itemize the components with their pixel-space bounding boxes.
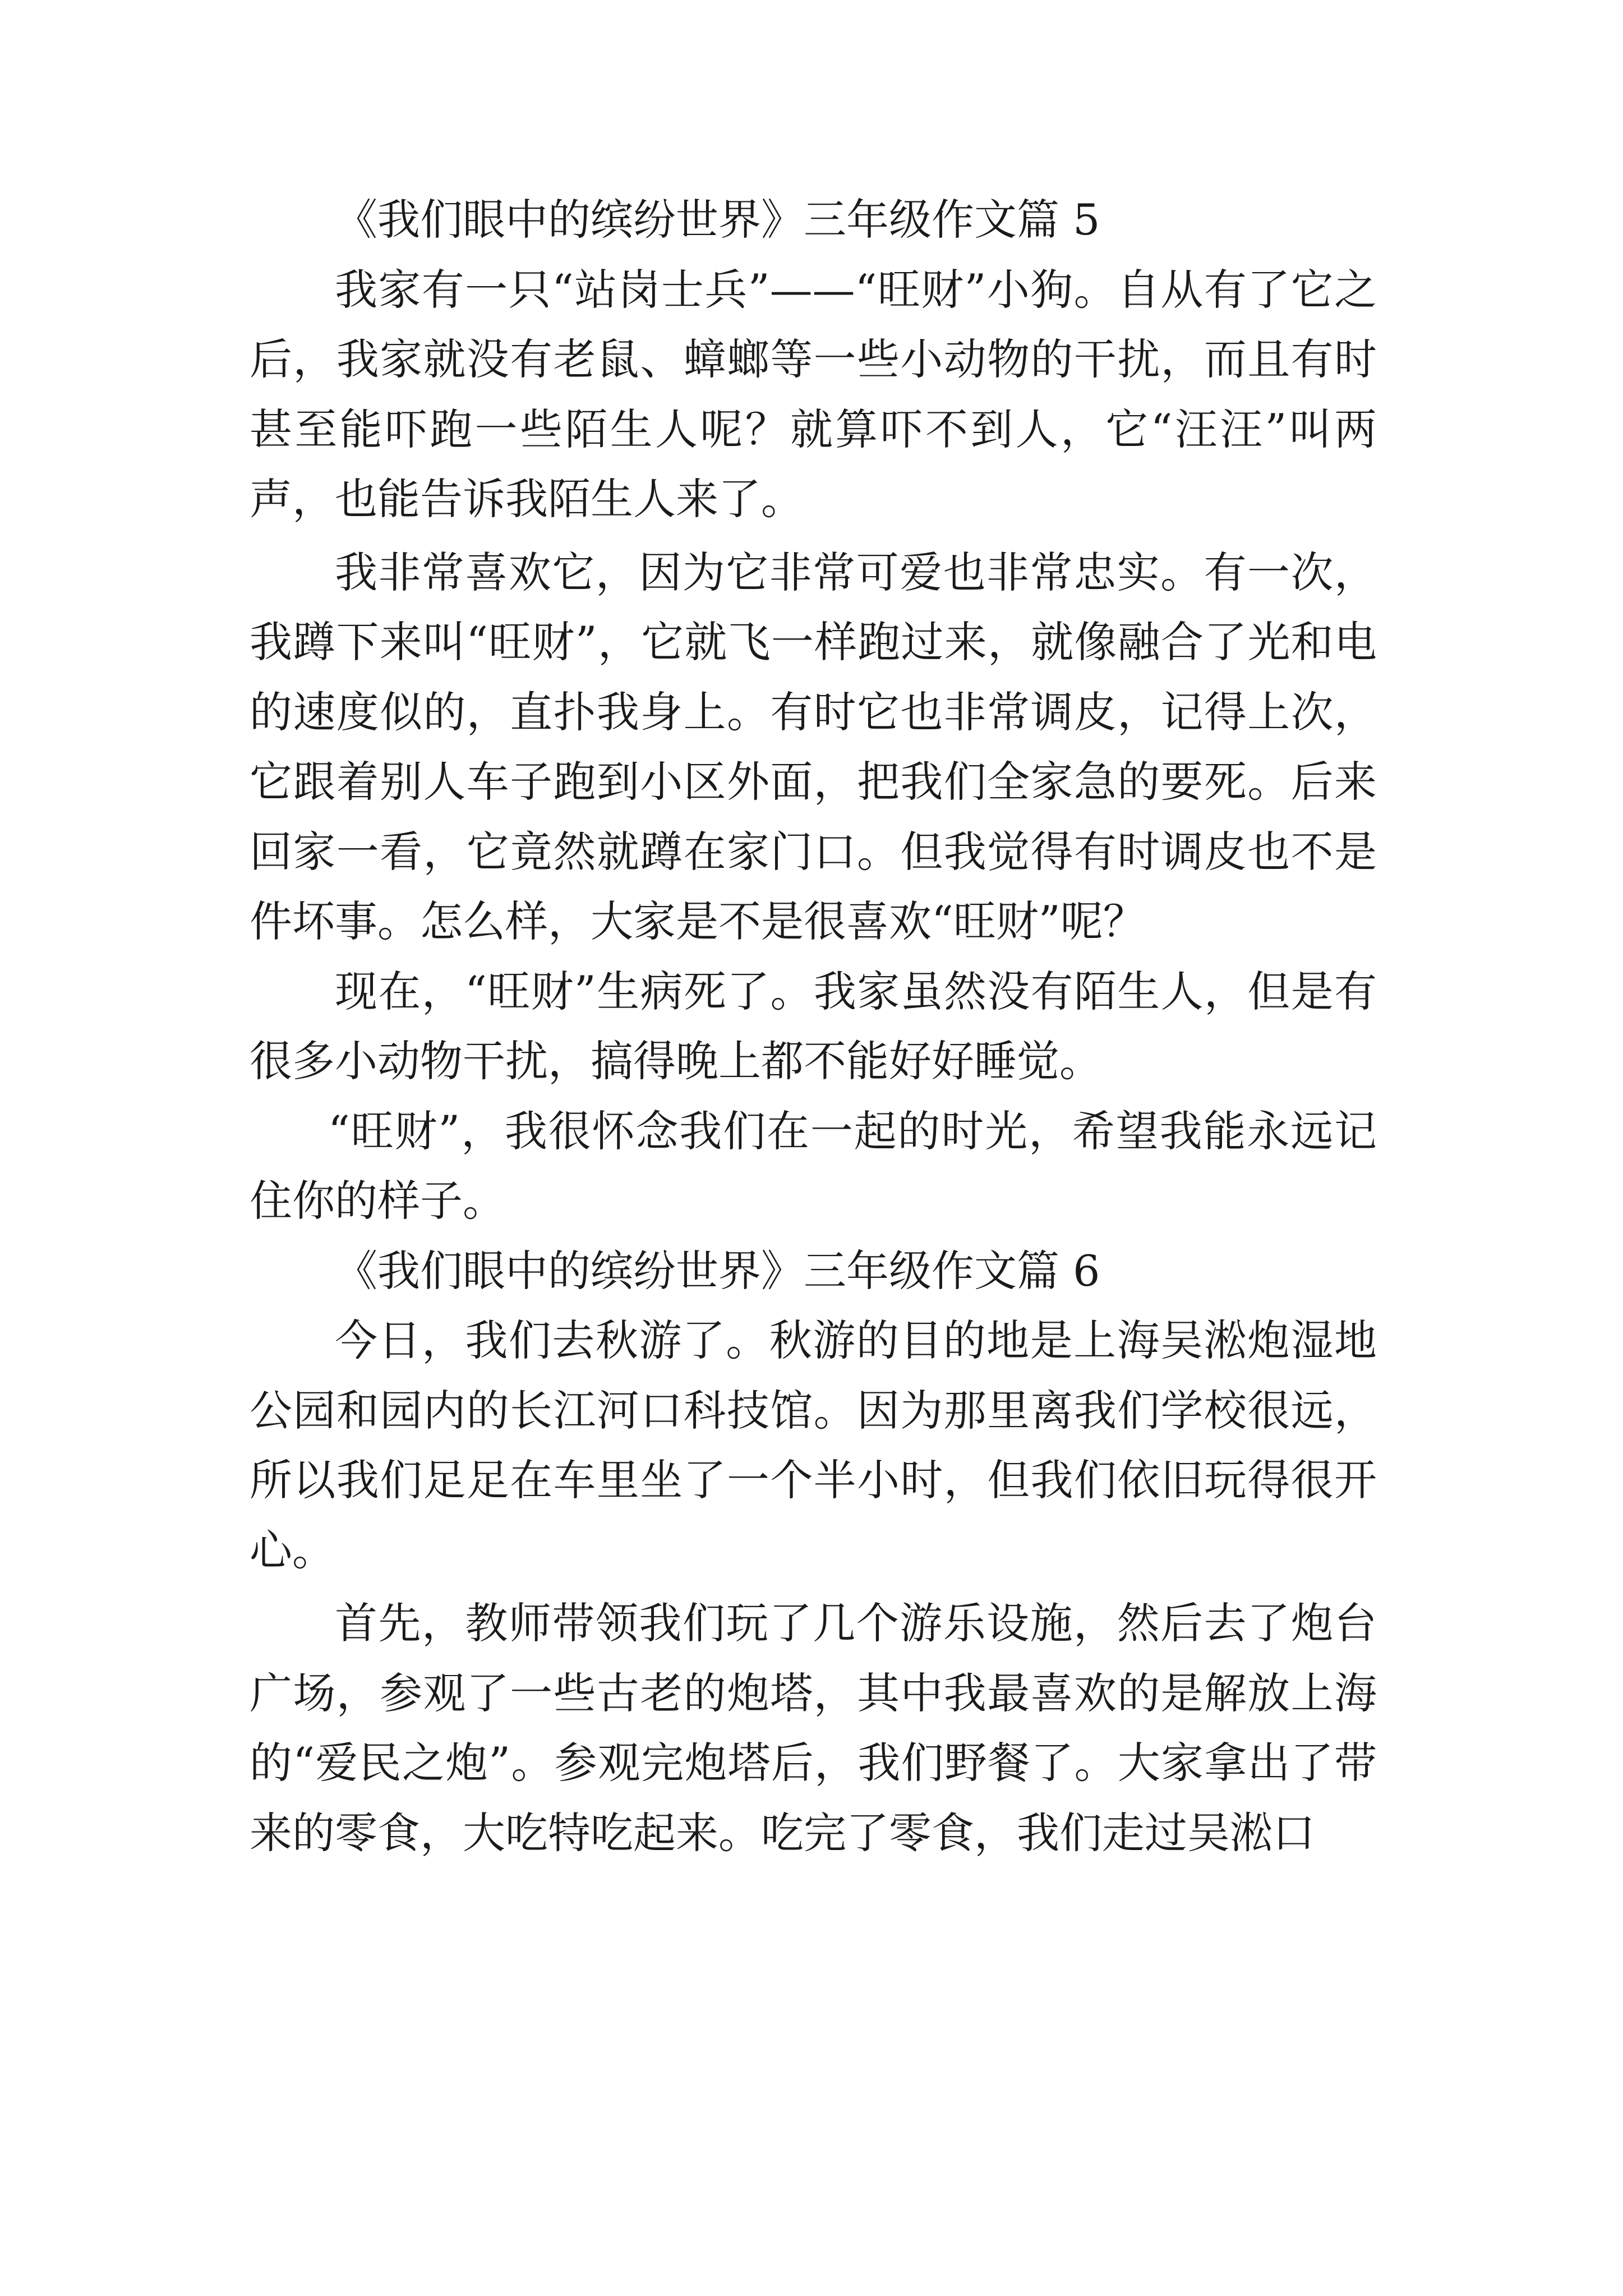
paragraph-dog-love: 我非常喜欢它，因为它非常可爱也非常忠实。有一次，我蹲下来叫“旺财”，它就飞一样跑过来，就像融合了光和电的速度似的，直扑我身上。有时它也非常调皮，记得上次，它跟着别人车子跑到小区外面，把我们全家急的要死。后来回家一看，它竟然就蹲在家门口。但我觉得有时调皮也不是件坏事。怎么样，大家是不是很喜欢“旺财”呢？ bbox=[250, 547, 1377, 946]
paragraph-dog-died: 现在，“旺财”生病死了。我家虽然没有陌生人，但是有很多小动物干扰，搞得晚上都不能好好睡觉。 bbox=[250, 966, 1377, 1086]
paragraph-dog-miss: “旺财”，我很怀念我们在一起的时光，希望我能永远记住你的样子。 bbox=[250, 1106, 1377, 1226]
paragraph-dog-intro: 我家有一只“站岗士兵”——“旺财”小狗。自从有了它之后，我家就没有老鼠、蟑螂等一些小动物的干扰，而且有时甚至能吓跑一些陌生人呢？就算吓不到人，它“汪汪”叫两声，也能告诉我陌生人来了。 bbox=[250, 264, 1377, 524]
section-heading-6: 《我们眼中的缤纷世界》三年级作文篇 6 bbox=[335, 1245, 1100, 1296]
paragraph-park-visit: 首先，教师带领我们玩了几个游乐设施，然后去了炮台广场，参观了一些古老的炮塔，其中我最喜欢的是解放上海的“爱民之炮”。参观完炮塔后，我们野餐了。大家拿出了带来的零食，大吃特吃起来。吃完了零食，我们走过吴淞口 bbox=[250, 1598, 1377, 1858]
paragraph-autumn-trip: 今日，我们去秋游了。秋游的目的地是上海吴淞炮湿地公园和园内的长江河口科技馆。因为那里离我们学校很远，所以我们足足在车里坐了一个半小时，但我们依旧玩得很开心。 bbox=[250, 1315, 1377, 1575]
section-heading-5: 《我们眼中的缤纷世界》三年级作文篇 5 bbox=[335, 195, 1100, 245]
document-body bbox=[250, 185, 1377, 1868]
